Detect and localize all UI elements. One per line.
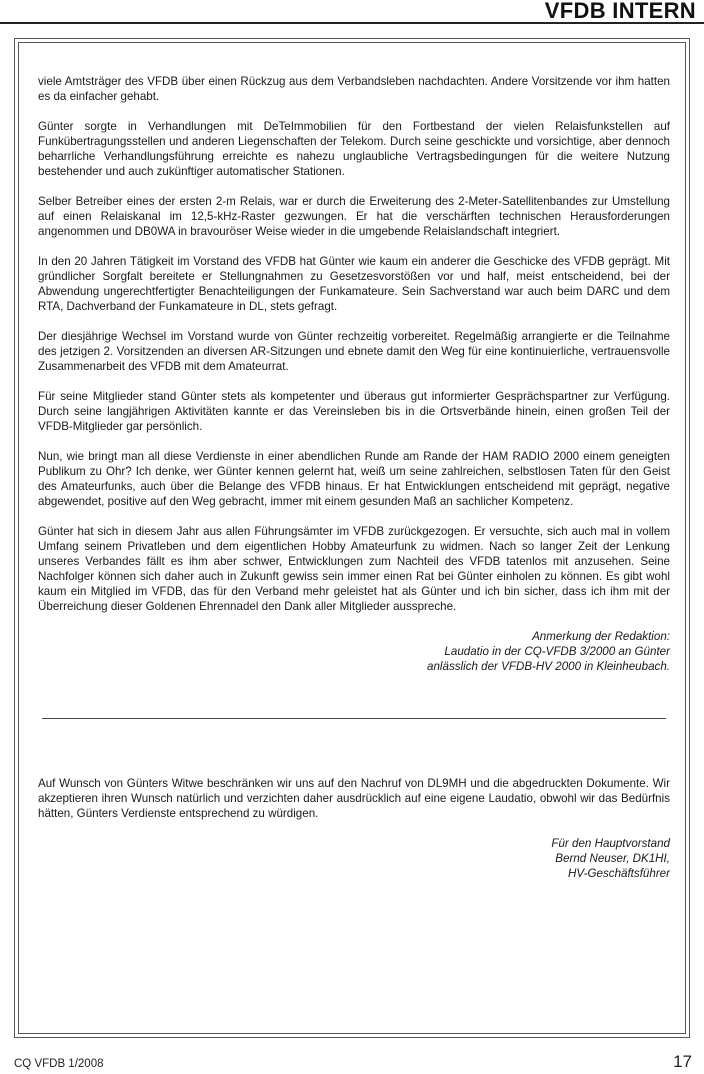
- paragraph: Für seine Mitglieder stand Günter stets als kompetenter und überaus gut informierter Gesprächspartner zur Verfügung. Durch seine langjährigen Aktivitäten kannte er das Vereinsleben bis in die Ortsverbände hinein, einen großen Teil der VFDB-Mitglieder gar persönlich.: [38, 390, 670, 433]
- paragraph: viele Amtsträger des VFDB über einen Rückzug aus dem Verbandsleben nachdachten. Andere Vorsitzende vor ihm hatten es da einfacher gehabt.: [38, 75, 670, 103]
- paragraph: Günter sorgte in Verhandlungen mit DeTeImmobilien für den Fortbestand der vielen Relaisfunkstellen auf Funkübertragungsstellen und anderen Liegenschaften der Telekom. Durch seine geschickte und vorsichtige, aber dennoch beharrliche Verhandlungsführung erreichte es nahezu unglaubliche Vertragsbedingungen für die weitere Nutzung bestehender und auch zukünftiger automatischer Stationen.: [38, 120, 670, 178]
- section-title: VFDB INTERN: [544, 0, 696, 23]
- page-number: 17: [673, 1052, 692, 1071]
- addendum-paragraph: Auf Wunsch von Günters Witwe beschränken wir uns auf den Nachruf von DL9MH und die abgedruckten Dokumente. Wir akzeptieren ihren Wunsch natürlich und verzichten daher ausdrücklich auf eine eigene Laudatio, obwohl wir das Bedürfnis hätten, Günters Verdienste entsprechend zu würdigen.: [38, 777, 670, 820]
- paragraph: Selber Betreiber eines der ersten 2-m Relais, war er durch die Erweiterung des 2-Meter-Satellitenbandes zur Umstellung auf einen Relaiskanal im 12,5-kHz-Raster gezwungen. Er hat die verschärften technischen Herausforderungen angenommen und DB0WA in bravouröser Weise wieder in die umgebende Relaislandschaft integriert.: [38, 195, 670, 238]
- paragraph: In den 20 Jahren Tätigkeit im Vorstand des VFDB hat Günter wie kaum ein anderer die Geschicke des VFDB geprägt. Mit gründlicher Sorgfalt bereitete er Stellungnahmen zu Gesetzesvorstößen vor und half, meist entscheidend, bei der Abwendung ungerechtfertigter Benachteiligungen der Funkamateure. Sein Sachverstand war auch beim DARC und dem RTA, Dachverband der Funkamateure in DL, stets gefragt.: [38, 255, 670, 313]
- signature-line: HV-Geschäftsführer: [567, 867, 670, 880]
- signature-line: Für den Hauptvorstand: [551, 837, 670, 850]
- paragraph: Günter hat sich in diesem Jahr aus allen Führungsämter im VFDB zurückgezogen. Er versuchte, sich auch mal in vollem Umfang seinem Privatleben und dem eigentlichen Hobby Amateurfunk zu widmen. Nach so langer Zeit der Lenkung unseres Verbandes fällt es ihm aber schwer, Entwicklungen zum Nachteil des VFDB tatenlos mit anzusehen. Seine Nachfolger können sich daher auch in Zukunft gewiss sein immer einen Rat bei Günter einholen zu können. Es gibt wohl kaum ein Mitglied im VFDB, das für den Verband mehr geleistet hat als Günter und ich bin sicher, dass ich ihm mit der Überreichung dieser Goldenen Ehrennadel den Dank aller Mitglieder ausspreche.: [38, 525, 670, 613]
- page-header: [0, 0, 704, 22]
- editorial-note-line: Anmerkung der Redaktion:: [532, 630, 670, 643]
- signature-block: [38, 836, 670, 881]
- article-body: [38, 74, 670, 881]
- editorial-note-line: anlässlich der VFDB-HV 2000 in Kleinheubach.: [427, 660, 670, 673]
- editorial-note: [38, 629, 670, 674]
- paragraph: Nun, wie bringt man all diese Verdienste in einer abendlichen Runde am Rande der HAM RADIO 2000 einem geneigten Publikum zu Ohr? Ich denke, wer Günter kennen gelernt hat, weiß um seine zahlreichen, selbstlosen Taten für den Geist des Amateurfunks, auch über die Belange des VFDB hinaus. Er hat Entwicklungen entscheidend mit geprägt, negative abgewendet, positive auf den Weg gebracht, immer mit einem gesunden Maß an sachlicher Kompetenz.: [38, 450, 670, 508]
- footer-publication: CQ VFDB 1/2008: [14, 1058, 104, 1070]
- section-divider: [42, 718, 666, 719]
- paragraph: Der diesjährige Wechsel im Vorstand wurde von Günter rechzeitig vorbereitet. Regelmäßig arrangierte er die Teilnahme des jetzigen 2. Vorsitzenden an diversen AR-Sitzungen und ebnete damit den Weg für eine kontinuierliche, vertrauensvolle Zusammenarbeit des VFDB mit dem Amateurrat.: [38, 330, 670, 373]
- editorial-note-line: Laudatio in der CQ-VFDB 3/2000 an Günter: [444, 645, 670, 658]
- signature-line: Bernd Neuser, DK1HI,: [555, 852, 670, 865]
- header-rule: [0, 22, 704, 24]
